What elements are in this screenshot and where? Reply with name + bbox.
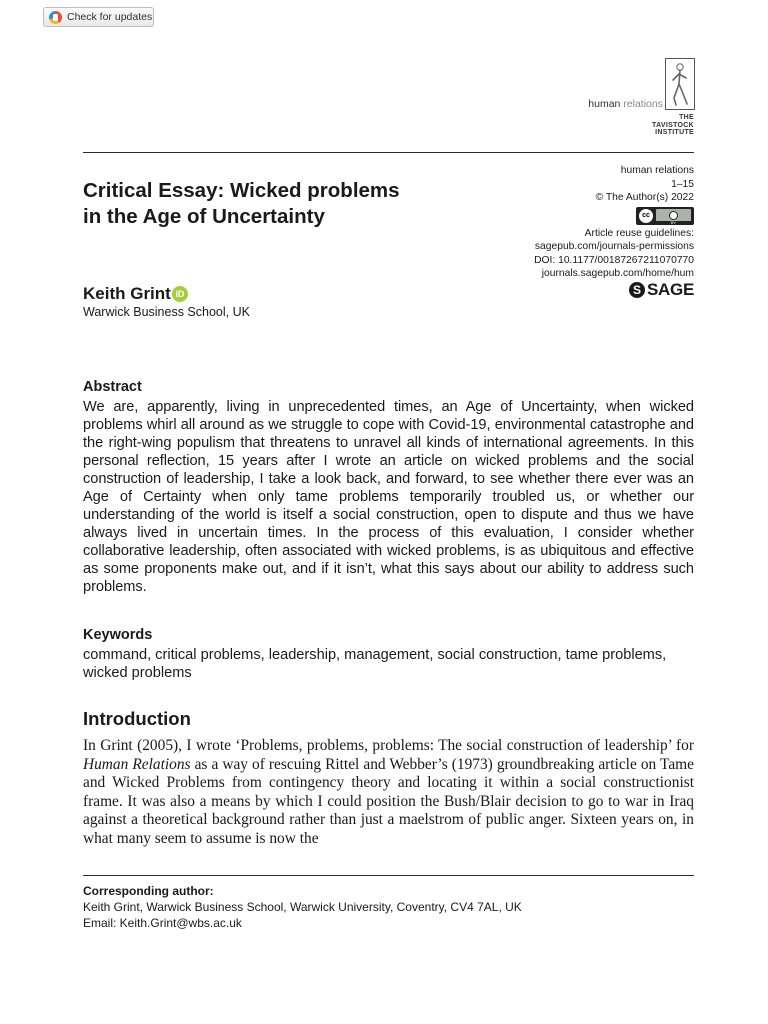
corresponding-author-details (83, 899, 522, 931)
check-for-updates-button[interactable] (43, 7, 154, 27)
intro-text-part-1: In Grint (2005), I wrote ‘Problems, problems, problems: The social construction of leadership’ for (83, 737, 694, 754)
article-meta (474, 164, 694, 281)
journal-logo-word-human: human (588, 98, 621, 110)
keywords-text: command, critical problems, leadership, management, social construction, tame problems, wicked problems (83, 647, 667, 681)
meta-doi[interactable]: DOI: 10.1177/00187267211070770 (534, 254, 694, 266)
sage-logo (629, 280, 694, 300)
meta-pages: 1–15 (671, 178, 694, 190)
article-title (83, 178, 503, 230)
sage-wordmark: SAGE (647, 280, 694, 299)
abstract-text: We are, apparently, living in unprecedented times, an Age of Uncertainty, when wicked problems whirl all around as we struggle to cope with Covid-19, environmental catastrophe and the right-wing populism that threatens to unravel all kinds of international agreements. In this personal reflection, 15 years after I wrote an article on wicked problems and the social construction of leadership, I take a look back, and forward, to see whether there ever was an Age of Certainty when only tame problems temporarily troubled us, or whether our understanding of the world is itself a social construction, open to dispute and thus we have always lived in uncertain times. In the process of this evaluation, I consider whether collaborative leadership, often associated with wicked problems, is as ubiquitous and effective as some proponents make out, and if it isn’t, what this says about our ability to address such problems. (83, 399, 694, 595)
header-rule (83, 152, 694, 153)
meta-reuse-label: Article reuse guidelines: (584, 227, 694, 239)
creative-commons-badge-icon[interactable] (636, 207, 694, 225)
keywords-heading: Keywords (83, 627, 153, 643)
corresponding-email[interactable]: Email: Keith.Grint@wbs.ac.uk (83, 916, 242, 930)
check-for-updates-label: Check for updates (67, 11, 153, 23)
footer-rule (83, 875, 694, 876)
author-name: Keith Grint (83, 284, 171, 303)
journal-logo-word-relations: relations (623, 98, 663, 110)
tavistock-institute-text: THE TAVISTOCK INSTITUTE (652, 114, 694, 136)
introduction-paragraph (83, 737, 694, 848)
tavistock-institute-logo (636, 114, 694, 137)
meta-journal-link[interactable]: journals.sagepub.com/home/hum (541, 268, 694, 279)
author (83, 284, 188, 304)
meta-journal: human relations (620, 165, 694, 176)
meta-reuse-link[interactable]: sagepub.com/journals-permissions (534, 241, 694, 252)
human-figure-logo-icon (665, 58, 695, 110)
crossmark-icon (49, 11, 62, 24)
sage-mark-icon: S (629, 282, 645, 298)
abstract-heading: Abstract (83, 379, 142, 395)
corresponding-author-label: Corresponding author: (83, 884, 214, 898)
intro-text-part-2: as a way of rescuing Rittel and Webber’s (1973) groundbreaking article on Tame and Wicked Problems from contingency theory and locating it within a social constructionist frame. It was also a means by which I could position the Bush/Blair decision to go to war in Iraq against a theoretical background rather than just a maelstrom of public anger. Sixteen years on, in what many seem to assume is now the (83, 755, 694, 847)
cc-label: cc (639, 209, 653, 223)
author-affiliation: Warwick Business School, UK (83, 305, 250, 319)
meta-copyright: © The Author(s) 2022 (595, 192, 694, 203)
title-line-2: in the Age of Uncertainty (83, 205, 325, 228)
corresponding-address: Keith Grint, Warwick Business School, Warwick University, Coventry, CV4 7AL, UK (83, 900, 522, 914)
journal-logo-text (588, 98, 663, 110)
cc-by-label: BY (656, 221, 691, 225)
introduction-heading: Introduction (83, 708, 191, 729)
intro-journal-italic: Human Relations (83, 755, 191, 773)
orcid-icon[interactable]: iD (172, 286, 188, 302)
title-line-1: Critical Essay: Wicked problems (83, 179, 400, 202)
